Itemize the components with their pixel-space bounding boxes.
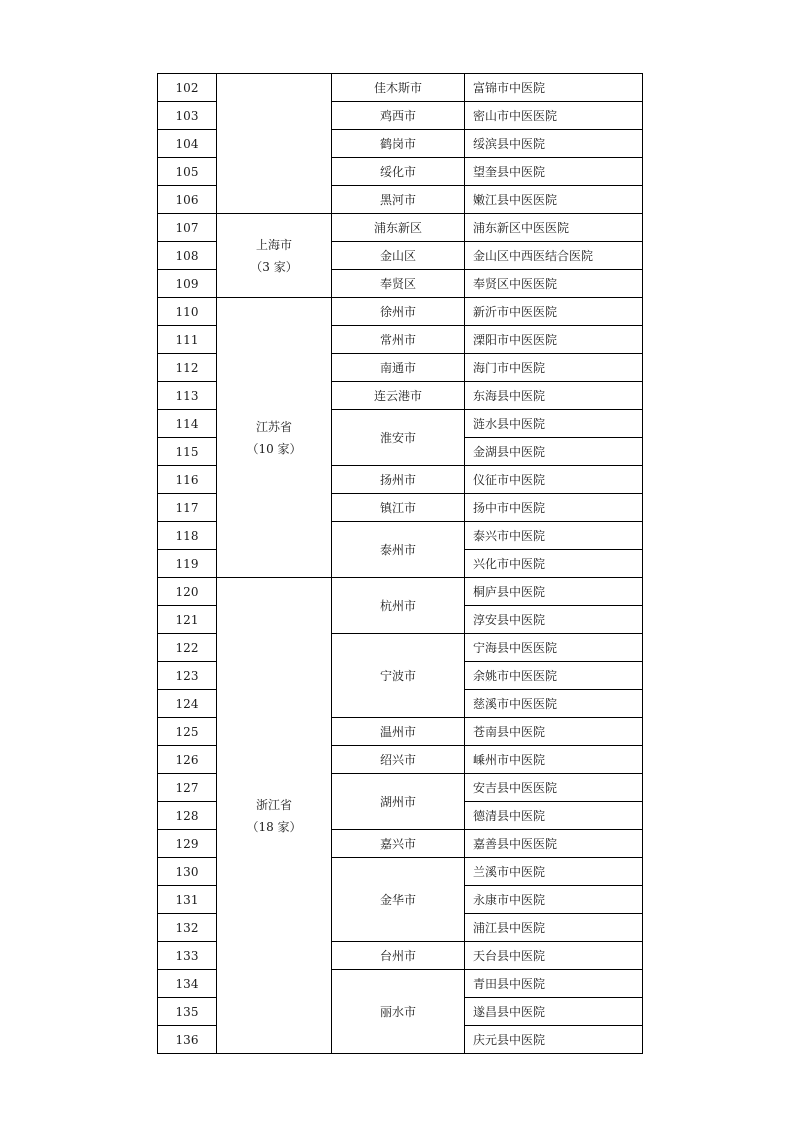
row-number: 130 <box>158 858 217 886</box>
row-number: 132 <box>158 914 217 942</box>
hospital-cell: 扬中市中医院 <box>465 494 643 522</box>
row-number: 108 <box>158 242 217 270</box>
city-cell: 丽水市 <box>332 970 465 1054</box>
row-number: 116 <box>158 466 217 494</box>
hospital-cell: 天台县中医院 <box>465 942 643 970</box>
hospital-cell: 浦东新区中医医院 <box>465 214 643 242</box>
city-cell: 黑河市 <box>332 186 465 214</box>
hospital-cell: 溧阳市中医医院 <box>465 326 643 354</box>
row-number: 129 <box>158 830 217 858</box>
row-number: 112 <box>158 354 217 382</box>
city-cell: 连云港市 <box>332 382 465 410</box>
row-number: 102 <box>158 74 217 102</box>
province-count: （18 家） <box>246 819 302 834</box>
city-cell: 扬州市 <box>332 466 465 494</box>
hospital-cell: 遂昌县中医院 <box>465 998 643 1026</box>
row-number: 134 <box>158 970 217 998</box>
city-cell: 绍兴市 <box>332 746 465 774</box>
city-cell: 绥化市 <box>332 158 465 186</box>
city-cell: 浦东新区 <box>332 214 465 242</box>
row-number: 119 <box>158 550 217 578</box>
row-number: 111 <box>158 326 217 354</box>
hospital-cell: 仪征市中医院 <box>465 466 643 494</box>
city-cell: 鹤岗市 <box>332 130 465 158</box>
hospital-cell: 嘉善县中医医院 <box>465 830 643 858</box>
row-number: 128 <box>158 802 217 830</box>
hospital-cell: 密山市中医医院 <box>465 102 643 130</box>
hospital-cell: 宁海县中医医院 <box>465 634 643 662</box>
city-cell: 泰州市 <box>332 522 465 578</box>
city-cell: 金华市 <box>332 858 465 942</box>
row-number: 115 <box>158 438 217 466</box>
hospital-cell: 永康市中医院 <box>465 886 643 914</box>
city-cell: 宁波市 <box>332 634 465 718</box>
row-number: 123 <box>158 662 217 690</box>
hospital-cell: 青田县中医院 <box>465 970 643 998</box>
hospital-cell: 兴化市中医院 <box>465 550 643 578</box>
hospital-cell: 海门市中医院 <box>465 354 643 382</box>
hospital-list-table <box>157 73 643 1054</box>
hospital-cell: 庆元县中医院 <box>465 1026 643 1054</box>
row-number: 107 <box>158 214 217 242</box>
hospital-cell: 涟水县中医院 <box>465 410 643 438</box>
row-number: 122 <box>158 634 217 662</box>
hospital-cell: 嵊州市中医院 <box>465 746 643 774</box>
city-cell: 常州市 <box>332 326 465 354</box>
hospital-cell: 金湖县中医院 <box>465 438 643 466</box>
row-number: 110 <box>158 298 217 326</box>
hospital-cell: 金山区中西医结合医院 <box>465 242 643 270</box>
row-number: 106 <box>158 186 217 214</box>
row-number: 118 <box>158 522 217 550</box>
province-name: 江苏省 <box>255 419 292 434</box>
province-cell-heilongjiang <box>217 74 332 214</box>
hospital-cell: 绥滨县中医院 <box>465 130 643 158</box>
city-cell: 佳木斯市 <box>332 74 465 102</box>
city-cell: 徐州市 <box>332 298 465 326</box>
hospital-cell: 淳安县中医院 <box>465 606 643 634</box>
row-number: 124 <box>158 690 217 718</box>
hospital-cell: 浦江县中医院 <box>465 914 643 942</box>
row-number: 127 <box>158 774 217 802</box>
row-number: 133 <box>158 942 217 970</box>
hospital-cell: 余姚市中医医院 <box>465 662 643 690</box>
hospital-cell: 新沂市中医医院 <box>465 298 643 326</box>
row-number: 104 <box>158 130 217 158</box>
hospital-cell: 望奎县中医院 <box>465 158 643 186</box>
province-cell-zhejiang <box>217 578 332 1054</box>
hospital-cell: 奉贤区中医医院 <box>465 270 643 298</box>
table-row <box>158 214 643 242</box>
province-cell-shanghai <box>217 214 332 298</box>
city-cell: 金山区 <box>332 242 465 270</box>
table-row <box>158 578 643 606</box>
city-cell: 温州市 <box>332 718 465 746</box>
hospital-cell: 苍南县中医院 <box>465 718 643 746</box>
province-name: 浙江省 <box>255 797 292 812</box>
city-cell: 鸡西市 <box>332 102 465 130</box>
hospital-cell: 慈溪市中医医院 <box>465 690 643 718</box>
row-number: 120 <box>158 578 217 606</box>
province-name: 上海市 <box>255 237 292 252</box>
province-cell-jiangsu <box>217 298 332 578</box>
city-cell: 奉贤区 <box>332 270 465 298</box>
table-row <box>158 74 643 102</box>
hospital-cell: 东海县中医院 <box>465 382 643 410</box>
hospital-cell: 嫩江县中医医院 <box>465 186 643 214</box>
table-row <box>158 298 643 326</box>
city-cell: 台州市 <box>332 942 465 970</box>
city-cell: 淮安市 <box>332 410 465 466</box>
city-cell: 嘉兴市 <box>332 830 465 858</box>
city-cell: 镇江市 <box>332 494 465 522</box>
city-cell: 湖州市 <box>332 774 465 830</box>
row-number: 114 <box>158 410 217 438</box>
hospital-cell: 桐庐县中医院 <box>465 578 643 606</box>
row-number: 109 <box>158 270 217 298</box>
row-number: 117 <box>158 494 217 522</box>
hospital-cell: 德清县中医院 <box>465 802 643 830</box>
row-number: 121 <box>158 606 217 634</box>
hospital-cell: 泰兴市中医院 <box>465 522 643 550</box>
province-count: （3 家） <box>250 259 298 274</box>
row-number: 136 <box>158 1026 217 1054</box>
row-number: 105 <box>158 158 217 186</box>
row-number: 126 <box>158 746 217 774</box>
row-number: 113 <box>158 382 217 410</box>
province-count: （10 家） <box>246 441 302 456</box>
hospital-cell: 富锦市中医院 <box>465 74 643 102</box>
hospital-cell: 安吉县中医医院 <box>465 774 643 802</box>
city-cell: 南通市 <box>332 354 465 382</box>
hospital-cell: 兰溪市中医院 <box>465 858 643 886</box>
city-cell: 杭州市 <box>332 578 465 634</box>
row-number: 125 <box>158 718 217 746</box>
row-number: 135 <box>158 998 217 1026</box>
row-number: 131 <box>158 886 217 914</box>
row-number: 103 <box>158 102 217 130</box>
